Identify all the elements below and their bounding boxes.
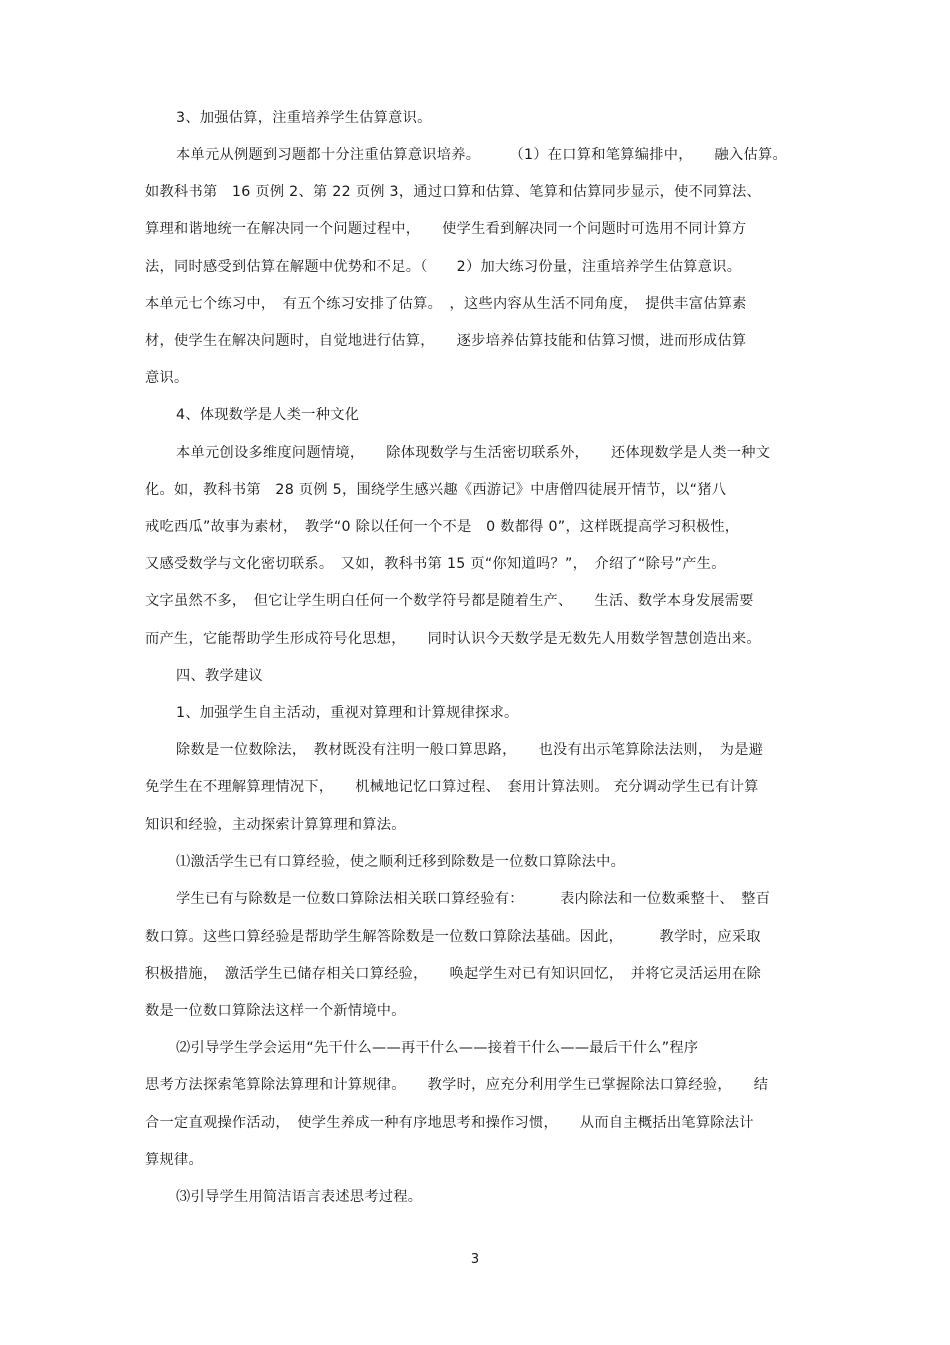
text-line-2: 本单元从例题到习题都十分注重估算意识培养。 （1）在口算和笔算编排中， 融入估算。 — [176, 147, 787, 163]
text-line-24: 积极措施， 激活学生已储存相关口算经验， 唤起学生对已有知识回忆， 并将它灵活运用在除 — [145, 966, 762, 982]
section-heading: 1、加强学生自主活动，重视对算理和计算规律探求。 — [176, 705, 519, 721]
text-line-18: 除数是一位数除法， 教材既没有注明一般口算思路， 也没有出示笔算除法法则， 为是避 — [176, 742, 764, 758]
text-line-4: 算理和谐地统一在解决同一个问题过程中， 使学生看到解决同一个问题时可选用不同计算方 — [145, 221, 747, 237]
section-heading: 4、体现数学是人类一种文化 — [176, 407, 360, 423]
text-line-3: 如教科书第 16 页例 2、第 22 页例 3，通过口算和估算、笔算和估算同步显示，使不同算法、 — [145, 184, 762, 200]
text-line-15: 而产生，它能帮助学生形成符号化思想， 同时认识今天数学是无数先人用数学智慧创造出来。 — [145, 631, 761, 647]
text-line-21: ⑴激活学生已有口算经验，使之顺利迁移到除数是一位数口算除法中。 — [176, 854, 626, 870]
text-line-22: 学生已有与除数是一位数口算除法相关联口算经验有： 表内除法和一位数乘整十、 整百 — [176, 891, 771, 907]
text-line-25: 数是一位数口算除法这样一个新情境中。 — [145, 1003, 406, 1019]
page-number: 3 — [470, 1252, 480, 1267]
text-line-23: 数口算。这些口算经验是帮助学生解答除数是一位数口算除法基础。因此， 教学时，应采取 — [145, 929, 761, 945]
text-line-7: 材，使学生在解决问题时，自觉地进行估算， 逐步培养估算技能和估算习惯，进而形成估算 — [145, 333, 747, 349]
text-line-5: 法，同时感受到估算在解题中优势和不足。（ 2）加大练习份量，注重培养学生估算意识。 — [145, 259, 742, 275]
text-line-8: 意识。 — [145, 370, 189, 386]
text-line-19: 免学生在不理解算理情况下， 机械地记忆口算过程、 套用计算法则。 充分调动学生已有计算 — [145, 779, 759, 795]
text-line-28: 合一定直观操作活动， 使学生养成一种有序地思考和操作习惯， 从而自主概括出笔算除法计 — [145, 1115, 754, 1131]
text-line-10: 本单元创设多维度问题情境， 除体现数学与生活密切联系外， 还体现数学是人类一种文 — [176, 445, 771, 461]
text-line-1: 3、加强估算，注重培养学生估算意识。 — [176, 110, 432, 126]
text-line-26: ⑵引导学生学会运用“先干什么——再干什么——接着干什么——最后干什么”程序 — [176, 1040, 699, 1056]
text-line-29: 算规律。 — [145, 1152, 203, 1168]
text-line-13: 又感受数学与文化密切联系。 又如，教科书第 15 页“你知道吗？”， 介绍了“除号”产生。 — [145, 556, 726, 572]
text-line-12: 戒吃西瓜”故事为素材， 教学“0 除以任何一个不是 0 数都得 0”，这样既提高学习积极性， — [145, 519, 740, 535]
text-line-20: 知识和经验，主动探索计算算理和算法。 — [145, 817, 406, 833]
section-heading: 四、教学建议 — [176, 668, 263, 684]
text-line-30: ⑶引导学生用简洁语言表述思考过程。 — [176, 1189, 423, 1205]
text-line-11: 化。如，教科书第 28 页例 5，围绕学生感兴趣《西游记》中唐僧四徒展开情节，以“猪八 — [145, 482, 727, 498]
text-line-14: 文字虽然不多， 但它让学生明白任何一个数学符号都是随着生产、 生活、数学本身发展需要 — [145, 593, 754, 609]
text-line-27: 思考方法探索笔算除法算理和计算规律。 教学时，应充分利用学生已掌握除法口算经验， 结 — [145, 1077, 769, 1093]
text-line-6: 本单元七个练习中， 有五个练习安排了估算。 ，这些内容从生活不同角度， 提供丰富估算素 — [145, 296, 747, 312]
